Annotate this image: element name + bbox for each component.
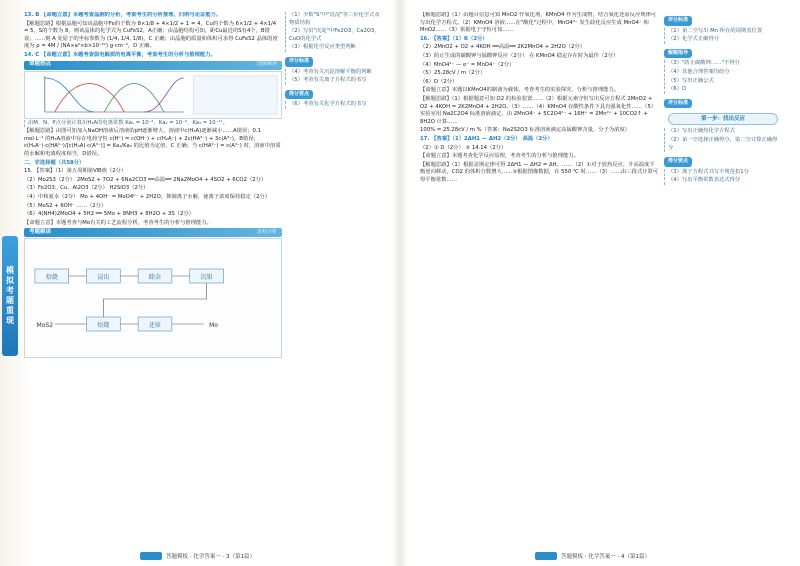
q17-answer: 17. 【答案】（1）2ΔH1 — ΔH2（2分） 高温（2分） bbox=[420, 135, 553, 142]
flow-band-right: 流程分析 bbox=[256, 228, 277, 235]
q15-topic: 【命题立意】本题考查与Mo有关的工艺流程分析，考查考生的分析与推理能力。 bbox=[24, 219, 212, 226]
curve-h3a bbox=[45, 78, 95, 112]
side-item: （5）写出正确公式 bbox=[664, 78, 782, 86]
footer-right-text: 答题模板 · 化学答案一 · 4（第1篇） bbox=[561, 554, 650, 560]
side-chip: 评分标准 bbox=[664, 99, 692, 109]
q15-continued-analysis: 【解题思路】（1）由题目信息可知 MnO2 作氧化剂，KMnO4 作为生成物，结合氧化还原反应规律可写出化学方程式。（2）KMnO4 溶液……在"酸化"过程中，MnO4²⁻ 发生歧化反应生成 MnO4⁻ 和 MnO2……（3）依据电子守恒可知…… bbox=[420, 12, 657, 34]
graph-band bbox=[24, 61, 282, 70]
q16-calc: 100% = 25.28cV / m %（答案：Na2S2O3 标准溶液滴定高锰酸钾含量，分子为浓度） bbox=[420, 127, 631, 134]
q13-heading: 13. B 【命题立意】本题考查晶胞的分析，考查考生的分析推理、归纳与论证能力。 bbox=[24, 12, 222, 18]
q16-answer-3: （3）防止生成的碳酸钾与锰酸钾反应（2分） 在 KMnO4 稳定存在时为最佳（2分） bbox=[420, 52, 619, 59]
side-item: （1）第二空写出 Mn 所在的周期表位置 bbox=[664, 28, 782, 36]
graph-band-right: 图像解读 bbox=[256, 61, 277, 68]
flow-node-label: 沉钼 bbox=[200, 274, 213, 282]
q16-answer-4: （4）MnO4²⁻ — e⁻ = MnO4⁻（2分） bbox=[420, 61, 515, 68]
q16-answer-6: （6）D（2分） bbox=[420, 78, 458, 85]
footer-right bbox=[535, 552, 650, 560]
side-tab-label: 模拟考题重现 bbox=[2, 236, 18, 356]
flow-node-label: 焙烧 bbox=[97, 322, 110, 330]
side-item: （2）化学式正确得分 bbox=[664, 36, 782, 44]
flow-input-label: MoS2 bbox=[36, 322, 54, 330]
flow-output-label: Mo bbox=[209, 322, 218, 330]
q17-analysis: 【解题思路】（1）根据盖斯定律可得 2ΔH1 — ΔH2 = ΔH。……（2）①对于放热反应，升高温度平衡逆向移动，CO2 的体积分数增大……②根据图像数据，在 550 ℃ 时……（3）……由三段式计算可得平衡常数…… bbox=[420, 161, 659, 183]
side-note: （1）写出正确热化学方程式 bbox=[664, 128, 782, 136]
side-item: （4）其他合理答案均给分 bbox=[664, 69, 782, 77]
process-flow-diagram bbox=[24, 238, 282, 358]
graph-legend-box bbox=[194, 76, 277, 114]
distribution-curves bbox=[25, 72, 281, 118]
graph-caption: 由M、N、P点分别计算出H₃A的电离常数 Ka₁ = 10⁻²，Ka₂ = 10⁻⁶，Ka₃ = 10⁻¹¹。 bbox=[24, 120, 282, 128]
q16-answer-5: （5）25.28cV / m（2分） bbox=[420, 70, 486, 77]
flow-node-label: 除杂 bbox=[149, 274, 161, 282]
q13-analysis: 【解题思路】根据晶胞可知该晶胞中Fe的个数为 8×1/8 + 4×1/2 + 1 = 4，Cu的个数为 6×1/2 + 4×1/4 = 5，S的个数为 8，则该晶体的化学式为 CuFeS2，A正确；由晶胞结构可知，距Cu最近的S有4个，B错误；……则 A 处原子的坐标参数为 (1/4, 1/4, 1/8)，C 正确；由晶胞的质量和体积可求得 CuFeS2 晶体的密度为 ρ = 4M / (NA×a²×b×10⁻²¹) g·cm⁻³，D 正确。 bbox=[24, 20, 278, 50]
q14-analysis: 【解题思路】由图可知加入NaOH溶液后溶液的pH逐渐增大，溶液中c(H₃A)逐渐减小……A错误；0.1 mol·L⁻¹ 的H₃A溶液中存在电荷守恒 c(H⁺) = c(OH⁻) + c(H₂A⁻) + 2c(HA²⁻) + 3c(A³⁻)，B错误；c(H₂A⁻)·c(HA²⁻)/[c(H₃A)·c(A³⁻)] = Ka₁/Ka₃ 的比值为定值，C 正确；当 c(HA²⁻) = c(A³⁻) 时，溶液中溶质的水解和电离程度相当，D错误。 bbox=[24, 128, 281, 157]
flow-node-label: 浸出 bbox=[97, 274, 110, 282]
q15-answer: 15. 【答案】（1）第五周期第ⅥB族（2分） bbox=[24, 168, 127, 175]
side-note: （6）考查有关化学方程式的书写 bbox=[285, 101, 380, 109]
flow-band-left: 考题解读 bbox=[29, 228, 52, 235]
q15-answer-4: （4）中和氨水（2分） Mo + 4OH⁻ = MoO4²⁻ + 2H2O，抑制离子水解，使离子浓度保持稳定（2分） bbox=[24, 193, 271, 200]
side-note: （5）考查有关离子方程式的书写 bbox=[285, 77, 380, 85]
q15-answer-6: （6）4(NH4)2MoO4 + 5H2 ══ 5Mo + 8NH3 + 8H2O + 3S（2分） bbox=[24, 211, 194, 218]
flow-band bbox=[24, 228, 282, 237]
q16-topic: 【命题立意】本题以KMnO4的制备为载体，考查考生的实验探究、分析与推理能力。 bbox=[420, 87, 620, 94]
side-item: （3）"防止碳酸钾……"不得分 bbox=[664, 60, 782, 68]
curve-a bbox=[144, 78, 184, 112]
q16-answer-2: （2）2MnO2 + O2 + 4KOH ══高温══ 2K2MnO4 + 2H2O（2分） bbox=[420, 44, 586, 51]
footer-left bbox=[140, 552, 255, 560]
distribution-graph bbox=[24, 71, 282, 119]
side-note: （1）少数"S"中"沉淀"等二价化学式及物质结构 bbox=[285, 12, 380, 27]
footer-logo-icon bbox=[140, 552, 162, 560]
q14-heading: 14. C 【命题立意】本题考查弱电解质的电离平衡，考查考生的分析与推理能力。 bbox=[24, 51, 216, 58]
side-chip: 解题指导 bbox=[664, 49, 692, 59]
side-chip: 得分要点 bbox=[664, 157, 692, 167]
right-main-column bbox=[420, 12, 660, 542]
side-chip: 评分标准 bbox=[664, 16, 692, 26]
left-main-column bbox=[24, 12, 282, 542]
q16-analysis: 【解题思路】（1）根据题意可知 O2 的检验装置……（2）根据元素守恒写出反应方程式 2MnO2 + O2 + 4KOH = 2K2MnO4 + 2H2O。（3）……（4）KMnO4 在酸性条件下具有强氧化性……（5）实验室用 Na2C2O4 标准溶液滴定，由 2MnO4⁻ + 5C2O4²⁻ + 16H⁺ = 2Mn²⁺ + 10CO2↑ + 8H2O 计算…… bbox=[420, 95, 657, 125]
side-item: （6）D bbox=[664, 86, 782, 94]
left-side-notes bbox=[285, 12, 380, 542]
q16-answer: 16. 【答案】（1）K（2分） bbox=[420, 35, 488, 42]
side-note: （3）离子方程式书写不规范扣1分 bbox=[664, 169, 782, 177]
flow-node-label: 还原 bbox=[149, 322, 161, 330]
side-chip: 评分标准 bbox=[285, 57, 313, 67]
side-note: （3）根据化学反应类型判断 bbox=[285, 44, 380, 52]
graph-band-left: 命题热点 bbox=[29, 61, 52, 68]
q15-answer-2: （2）Mo2S3（2分） 2MoS2 + 7O2 + 6Na2CO3 ══高温══ 2Na2MoO4 + 4SO2 + 6CO2（2分） bbox=[24, 176, 267, 183]
q15-answer-3: （3）Fe2O3、Cu、Al2O3（2分） H2SiO3（2分） bbox=[24, 185, 149, 192]
side-chip: 得分要点 bbox=[285, 90, 313, 100]
side-note: （2）第一空选择正确得分，第二空计算正确得分 bbox=[664, 137, 782, 152]
q17-answer-2: （2）① D（2分） ② 14.14（2分） bbox=[420, 144, 507, 151]
part2-heading: 二、非选择题（共58分） bbox=[24, 159, 85, 166]
footer-left-text: 答题模板 · 化学答案一 · 3（第1篇） bbox=[166, 554, 255, 560]
side-note: （4）考查有关沉淀溶解平衡的判断 bbox=[285, 69, 380, 77]
flow-svg bbox=[25, 239, 281, 357]
flow-node-label: 焙烧 bbox=[45, 274, 58, 282]
side-note: （2）写出"沉淀"中Fe2O3、Ca2O3、CuO的化学式 bbox=[285, 28, 380, 43]
q15-answer-5: （5）MoS2 + 6OH⁻ ……（2分） bbox=[24, 202, 107, 209]
side-note: （4）写出平衡常数表达式得分 bbox=[664, 177, 782, 185]
right-side-notes bbox=[664, 12, 782, 542]
flow-arrows bbox=[55, 276, 207, 324]
q17-topic: 【命题立意】本题考查化学反应原理，考查考生的分析与推理能力。 bbox=[420, 153, 579, 160]
footer-logo-icon bbox=[535, 552, 557, 560]
side-pill: 第一步：找出反应 bbox=[668, 113, 778, 125]
